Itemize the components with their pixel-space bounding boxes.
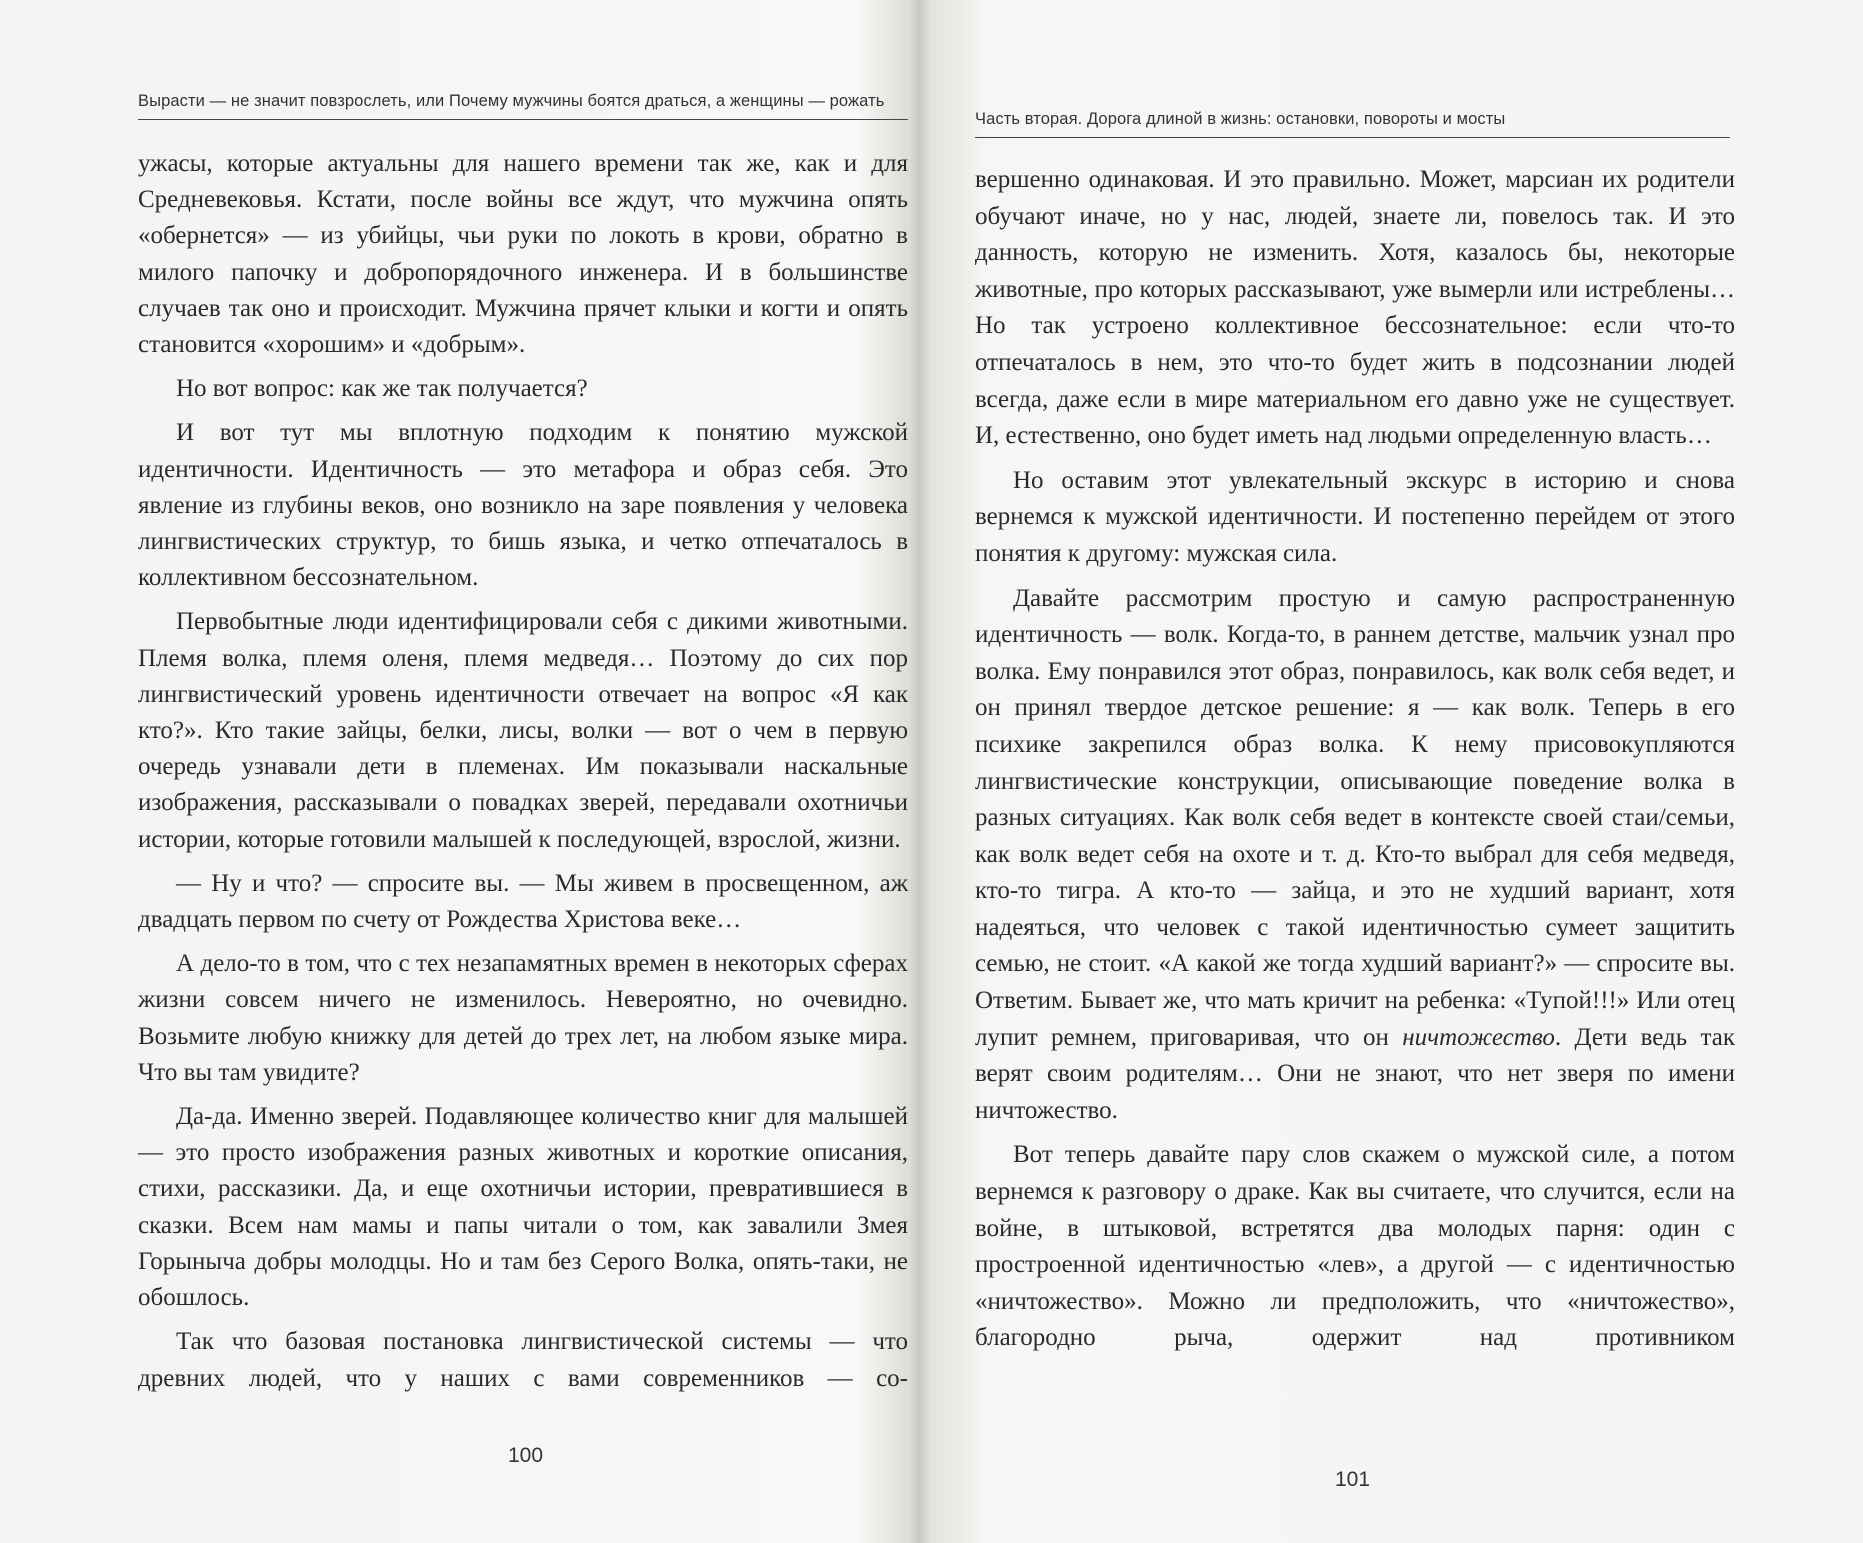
paragraph: Но вот вопрос: как же так получается? [176, 375, 588, 403]
paragraph: Вот теперь давайте пару слов скажем о мужской силе, а потом вернемся к разговору о драке. Как вы считаете, что случится, если на войне, в штыковой, встретятся два молодых парня: один с простроенной идентичностью «лев», а другой — с идентичностью «ничтожество». Можно ли предположить, что «ничтожество», благородно рыча, одержит над противником [975, 1141, 1735, 1352]
paragraph: ужасы, которые актуальны для нашего времени так же, как и для Средневековья. Кстати, после войны все ждут, что мужчина опять «обернется» — из убийцы, чьи руки по локоть в крови, обратно в милого папочку и добропорядочного инженера. И в большинстве случаев так оно и происходит. Мужчина прячет клыки и когти и опять становится «хорошим» и «добрым». [138, 150, 908, 359]
paragraph: Так что базовая постановка лингвистической системы — что древних людей, что у наших с вами современников — со- [138, 1328, 908, 1392]
right-page-body [975, 162, 1735, 1357]
paragraph: — Ну и что? — спросите вы. — Мы живем в просвещенном, аж двадцать первом по счету от Рождества Христова веке… [138, 869, 908, 934]
right-page [975, 110, 1735, 1510]
paragraph: А дело-то в том, что с тех незапамятных времен в некоторых сферах жизни совсем ничего не изменилось. Невероятно, но очевидно. Возьмите любую книжку для детей до трех лет, на любом языке мира. Что вы там увидите? [138, 950, 908, 1086]
paragraph: вершенно одинаковая. И это правильно. Может, марсиан их родители обучают иначе, но у нас, людей, знаете ли, повелось так. И это данность, которую не изменить. Хотя, казалось бы, некоторые животные, про которых рассказывают, уже вымерли или истреблены… Но так устроено коллективное бессознательное: если что-то отпечаталось в нем, это что-то будет жить в подсознании людей всегда, даже если в мире материальном его давно уже не существует. И, естественно, оно будет иметь над людьми определенную власть… [975, 166, 1735, 450]
paragraph: Но оставим этот увлекательный экскурс в историю и снова вернемся к мужской идентичности. И постепенно перейдем от этого понятия к другому: мужская сила. [975, 466, 1735, 567]
left-page-body [138, 146, 908, 1397]
running-head-left: Вырасти — не значит повзрослеть, или Почему мужчины боятся драться, а женщины — рожать [138, 92, 908, 120]
paragraph-text: . Дети ведь так верят своим родителям… Они не знают, что нет зверя по имени ничтожество. [975, 1023, 1736, 1124]
left-page [138, 92, 908, 1512]
paragraph: Первобытные люди идентифицировали себя с дикими животными. Племя волка, племя оленя, племя медведя… Поэтому до сих пор лингвистический уровень идентичности отвечает на вопрос «Я как кто?». Кто такие зайцы, белки, лисы, волки — вот о чем в первую очередь узнавали дети в племенах. Им показывали наскальные изображения, рассказывали о повадках зверей, передавали охотничьи истории, которые готовили малышей к последующей, взрослой, жизни. [138, 608, 908, 853]
page-number-left: 100 [508, 1444, 544, 1467]
paragraph: И вот тут мы вплотную подходим к понятию мужской идентичности. Идентичность — это метафора и образ себя. Это явление из глубины веков, оно возникло на заре появления у человека лингвистических структур, то бишь языка, и четко отпечаталось в коллективном бессознательном. [138, 419, 908, 592]
running-head-right: Часть вторая. Дорога длиной в жизнь: остановки, повороты и мосты [975, 110, 1730, 138]
paragraph: Да-да. Именно зверей. Подавляющее количество книг для малышей — это просто изображения разных животных и короткие описания, стихи, рассказики. Да, и еще охотничьи истории, превратившиеся в сказки. Всем нам мамы и папы читали о том, как завалили Змея Горыныча добры молодцы. Но и там без Серого Волка, опять-таки, не обошлось. [138, 1103, 908, 1312]
paragraph [975, 581, 1735, 1130]
page-number-right: 101 [1335, 1468, 1371, 1491]
italic-word: ничтожество [1402, 1023, 1555, 1051]
paragraph-text: Давайте рассмотрим простую и самую распространенную идентичность — волк. Когда-то, в раннем детстве, мальчик узнал про волка. Ему понравился этот образ, понравилось, как волк себя ведет, и он принял твердое детское решение: я — как волк. Теперь в его психике закрепился образ волка. К нему присовокупляются лингвистические конструкции, описывающие поведение волка в разных ситуациях. Как волк себя ведет в контексте своей стаи/семьи, как волк ведет себя на охоте и т. д. Кто-то выбрал для себя медведя, кто-то тигра. А кто-то — зайца, и это не худший вариант, хотя надеяться, что человек с такой идентичностью сумеет защитить семью, не стоит. «А какой же тогда худший вариант?» — спросите вы. Ответим. Бывает же, что мать кричит на ребенка: «Тупой!!!» Или отец лупит ремнем, приговаривая, что он [975, 584, 1735, 1051]
